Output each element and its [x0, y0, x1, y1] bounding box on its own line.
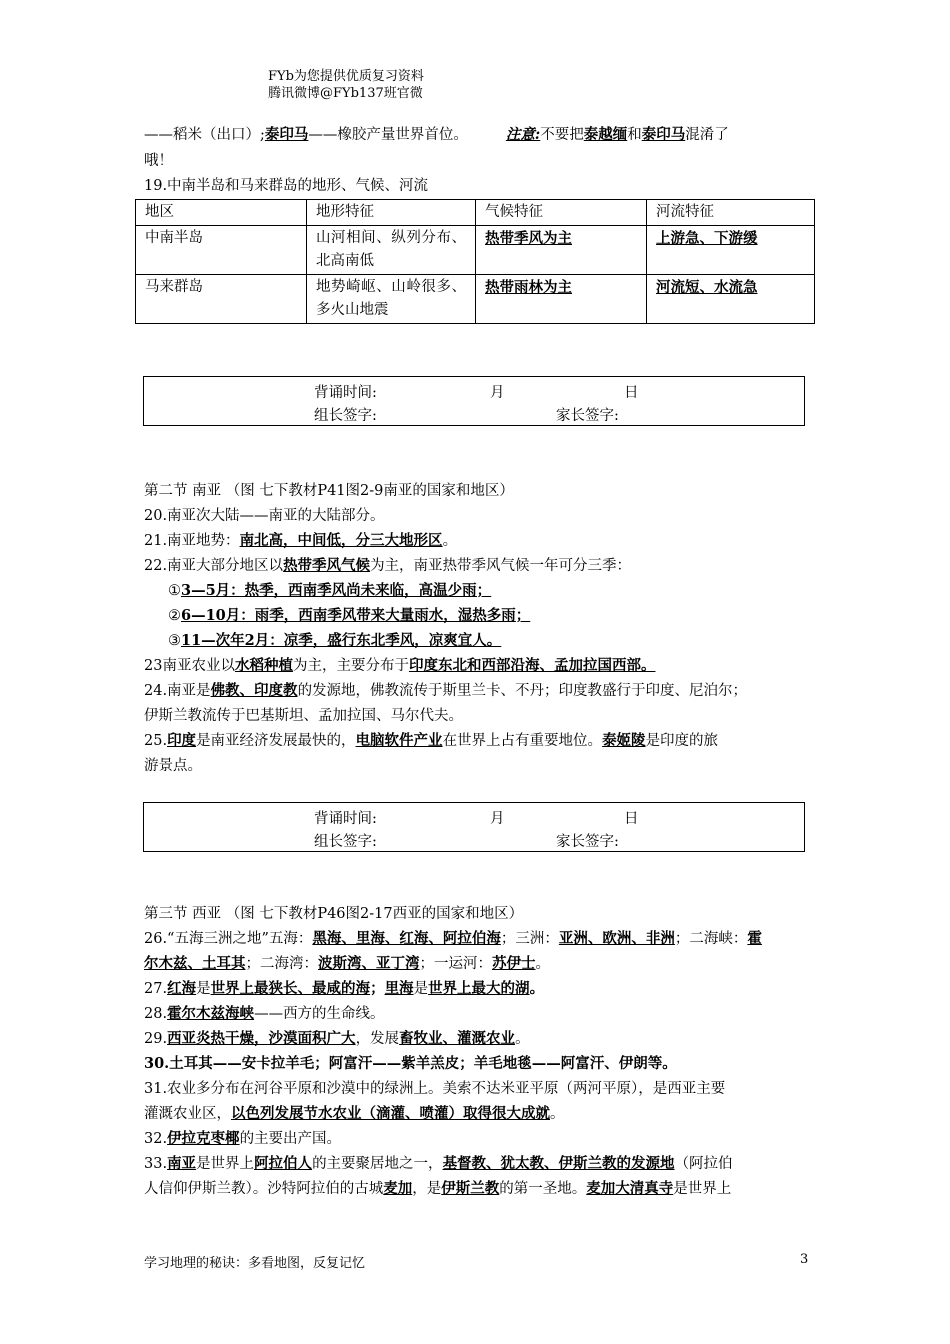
- season-rainy: [168, 605, 530, 627]
- question-28: [144, 1003, 385, 1025]
- recite-month-label: 月: [490, 811, 505, 827]
- question-20: 20.南亚次大陆——南亚的大陆部分。: [144, 508, 385, 524]
- key-term: 印度东北和西部沿海、孟加拉国西部。: [408, 657, 656, 674]
- question-23: [144, 655, 655, 677]
- recite-day-label: 日: [624, 811, 639, 827]
- text: 是世界上: [673, 1181, 732, 1197]
- key-term: 3—5月：热季，西南季风尚未来临，高温少雨；: [181, 582, 492, 599]
- note-label: 注意:: [505, 126, 541, 143]
- table-cell: 上游急、下游缓: [647, 226, 815, 275]
- header-line-2: 腾讯微博@FYb137班官微: [268, 86, 423, 101]
- table-cell: 马来群岛: [136, 275, 307, 324]
- question-21: [144, 530, 457, 552]
- key-term: 麦加大清真寺: [586, 1180, 674, 1197]
- text: ——稻米（出口）;: [144, 127, 265, 143]
- question-19: 19.中南半岛和马来群岛的地形、气候、河流: [144, 178, 429, 194]
- leader-signature-label: 组长签字:: [314, 408, 377, 424]
- table-cell: 山河相间、纵列分布、北高南低: [307, 226, 476, 275]
- text: 21.南亚地势：: [144, 533, 240, 549]
- text: 27.: [144, 981, 168, 997]
- key-term: 泰越缅: [583, 126, 628, 143]
- text: 26.“五海三洲之地”五海：: [144, 931, 313, 947]
- text: 为主，主要分布于: [292, 658, 409, 674]
- line-rice-rubber: [144, 124, 729, 146]
- text: 33.: [144, 1156, 168, 1172]
- text: 29.: [144, 1031, 168, 1047]
- text: ①: [168, 583, 181, 599]
- header-cell: 河流特征: [647, 200, 815, 226]
- key-term: 泰印马: [264, 126, 309, 143]
- text: 的主要聚居地之一，: [312, 1156, 443, 1172]
- text: 是世界上: [196, 1156, 255, 1172]
- key-term: 6—10月：雨季，西南季风带来大量雨水，湿热多雨；: [181, 607, 531, 624]
- recite-time-label: 背诵时间:: [314, 811, 377, 827]
- text: ——橡胶产量世界首位。: [308, 127, 468, 143]
- table-cell: 中南半岛: [136, 226, 307, 275]
- text: ；二海峡：: [674, 931, 748, 947]
- recite-month-label: 月: [490, 385, 505, 401]
- question-30: 30.土耳其——安卡拉羊毛；阿富汗——紫羊羔皮；羊毛地毯——阿富汗、伊朗等。: [144, 1055, 677, 1072]
- text: （阿拉伯: [674, 1156, 733, 1172]
- text: 的第一圣地。: [499, 1181, 587, 1197]
- text: 灌溉农业区，: [144, 1106, 231, 1122]
- table-row: [136, 275, 815, 324]
- text: ；二海湾：: [245, 956, 318, 972]
- text: 为主，南亚热带季风气候一年可分三季：: [370, 558, 632, 574]
- text: 。: [550, 1106, 565, 1122]
- question-31: 31.农业多分布在河谷平原和沙漠中的绿洲上。美索不达米亚平原（两河平原），是西亚主要: [144, 1081, 726, 1097]
- section-title-south-asia: 第二节 南亚 （图 七下教材P41图2-9南亚的国家和地区）: [144, 483, 514, 499]
- text: 22.南亚大部分地区以: [144, 558, 284, 574]
- page-header: [268, 68, 424, 102]
- key-term: 西亚炎热干燥，沙漠面积广大: [167, 1030, 356, 1047]
- key-term: 霍尔木兹海峡: [167, 1005, 255, 1022]
- text: 的发源地，佛教流传于斯里兰卡、不丹；印度教盛行于印度、尼泊尔；: [297, 683, 748, 699]
- text: 是印度的旅: [645, 733, 719, 749]
- text: 。: [442, 533, 458, 549]
- question-26: [144, 928, 762, 950]
- line-oh: 哦！: [144, 153, 173, 169]
- key-term: 伊斯兰教: [441, 1180, 500, 1197]
- parent-signature-label: 家长签字:: [556, 408, 619, 424]
- text: ；一运河：: [419, 956, 492, 972]
- question-32: [144, 1128, 341, 1150]
- key-term: 电脑软件产业: [355, 732, 443, 749]
- key-term: 基督教、犹太教、伊斯兰教的发源地: [442, 1155, 675, 1172]
- text: 28.: [144, 1006, 168, 1022]
- recite-box: [143, 802, 805, 852]
- text: 在世界上占有重要地位。: [442, 733, 603, 749]
- text: ，是: [412, 1181, 442, 1197]
- key-term: 以色列发展节水农业（滴灌、喷灌）取得很大成就: [231, 1105, 550, 1122]
- key-term: 南北高，中间低，分三大地形区: [239, 532, 443, 549]
- text: 32.: [144, 1131, 168, 1147]
- question-31-line-2: [144, 1103, 565, 1125]
- key-term: 霍: [747, 930, 762, 947]
- header-line-1: FYb为您提供优质复习资料: [268, 69, 424, 84]
- question-33-line-2: [144, 1178, 731, 1200]
- text: 。: [515, 1031, 530, 1047]
- text: ，发展: [355, 1031, 400, 1047]
- text: 。: [535, 956, 550, 972]
- key-term: 黑海、里海、红海、阿拉伯海: [312, 930, 501, 947]
- table-cell: 地势崎岖、山岭很多、多火山地震: [307, 275, 476, 324]
- text: 23南亚农业以: [144, 658, 235, 674]
- text: ——西方的生命线。: [254, 1006, 385, 1022]
- question-27: [144, 978, 544, 1000]
- footer-motto: 学习地理的秘诀：多看地图，反复记忆: [144, 1256, 366, 1271]
- text: 的主要出产国。: [239, 1131, 342, 1147]
- key-term: 畜牧业、灌溉农业: [399, 1030, 516, 1047]
- text: ③: [168, 633, 181, 649]
- table-cell: 热带季风为主: [476, 226, 647, 275]
- question-25: [144, 730, 718, 752]
- question-33: [144, 1153, 733, 1175]
- header-cell: 地形特征: [307, 200, 476, 226]
- key-term: 泰姬陵: [602, 732, 646, 749]
- question-24-line-2: 伊斯兰教流传于巴基斯坦、孟加拉国、马尔代夫。: [144, 708, 463, 724]
- question-26-line-2: [144, 953, 550, 975]
- geography-table: [135, 199, 815, 324]
- text: 是南亚经济发展最快的，: [196, 733, 356, 749]
- key-term: 11—次年2月：凉季，盛行东北季风，凉爽宜人。: [181, 632, 502, 649]
- key-term: 亚洲、欧洲、非洲: [558, 930, 675, 947]
- text: 是: [196, 981, 211, 997]
- key-term: 佛教、印度教: [210, 682, 298, 699]
- text: ；三洲：: [500, 931, 559, 947]
- question-24: [144, 680, 747, 702]
- table-row: [136, 226, 815, 275]
- key-term: 里海: [384, 980, 414, 997]
- recite-day-label: 日: [624, 385, 639, 401]
- key-term: 伊拉克枣椰: [167, 1130, 240, 1147]
- question-29: [144, 1028, 530, 1050]
- header-cell: 地区: [136, 200, 307, 226]
- key-term: 红海: [167, 980, 197, 997]
- question-22: [144, 555, 631, 577]
- key-term: 波斯湾、亚丁湾: [318, 955, 420, 972]
- text: 是: [413, 981, 429, 997]
- key-term: 世界上最大的湖: [428, 980, 530, 997]
- text: 。: [529, 980, 545, 997]
- page-number: 3: [800, 1252, 809, 1267]
- text: ②: [168, 608, 181, 624]
- key-term: 阿拉伯人: [254, 1155, 313, 1172]
- table-cell: 热带雨林为主: [476, 275, 647, 324]
- recite-box: [143, 376, 805, 426]
- question-25-line-2: 游景点。: [144, 758, 202, 774]
- header-cell: 气候特征: [476, 200, 647, 226]
- recite-time-label: 背诵时间:: [314, 385, 377, 401]
- leader-signature-label: 组长签字:: [314, 834, 377, 850]
- text: 25.: [144, 733, 168, 749]
- key-term: 印度: [167, 732, 197, 749]
- key-term: 麦加: [383, 1180, 413, 1197]
- key-term: 南亚: [167, 1155, 197, 1172]
- key-term: 水稻种植: [234, 657, 293, 674]
- table-cell: 河流短、水流急: [647, 275, 815, 324]
- section-title-west-asia: 第三节 西亚 （图 七下教材P46图2-17西亚的国家和地区）: [144, 906, 524, 922]
- parent-signature-label: 家长签字:: [556, 834, 619, 850]
- key-term: 世界上最狭长、最咸的海: [210, 980, 371, 997]
- text: 混淆了: [685, 127, 729, 143]
- key-term: 尔木兹、土耳其: [144, 955, 246, 972]
- text: 人信仰伊斯兰教）。沙特阿拉伯的古城: [144, 1181, 384, 1197]
- key-term: 泰印马: [641, 126, 686, 143]
- season-cool: [168, 630, 501, 652]
- text: 和: [627, 127, 642, 143]
- season-hot: [168, 580, 491, 602]
- key-term: 热带季风气候: [283, 557, 371, 574]
- key-term: 苏伊士: [492, 955, 536, 972]
- table-header-row: [136, 200, 815, 226]
- text: 24.南亚是: [144, 683, 211, 699]
- text: ；: [370, 980, 385, 997]
- text: 不要把: [540, 127, 584, 143]
